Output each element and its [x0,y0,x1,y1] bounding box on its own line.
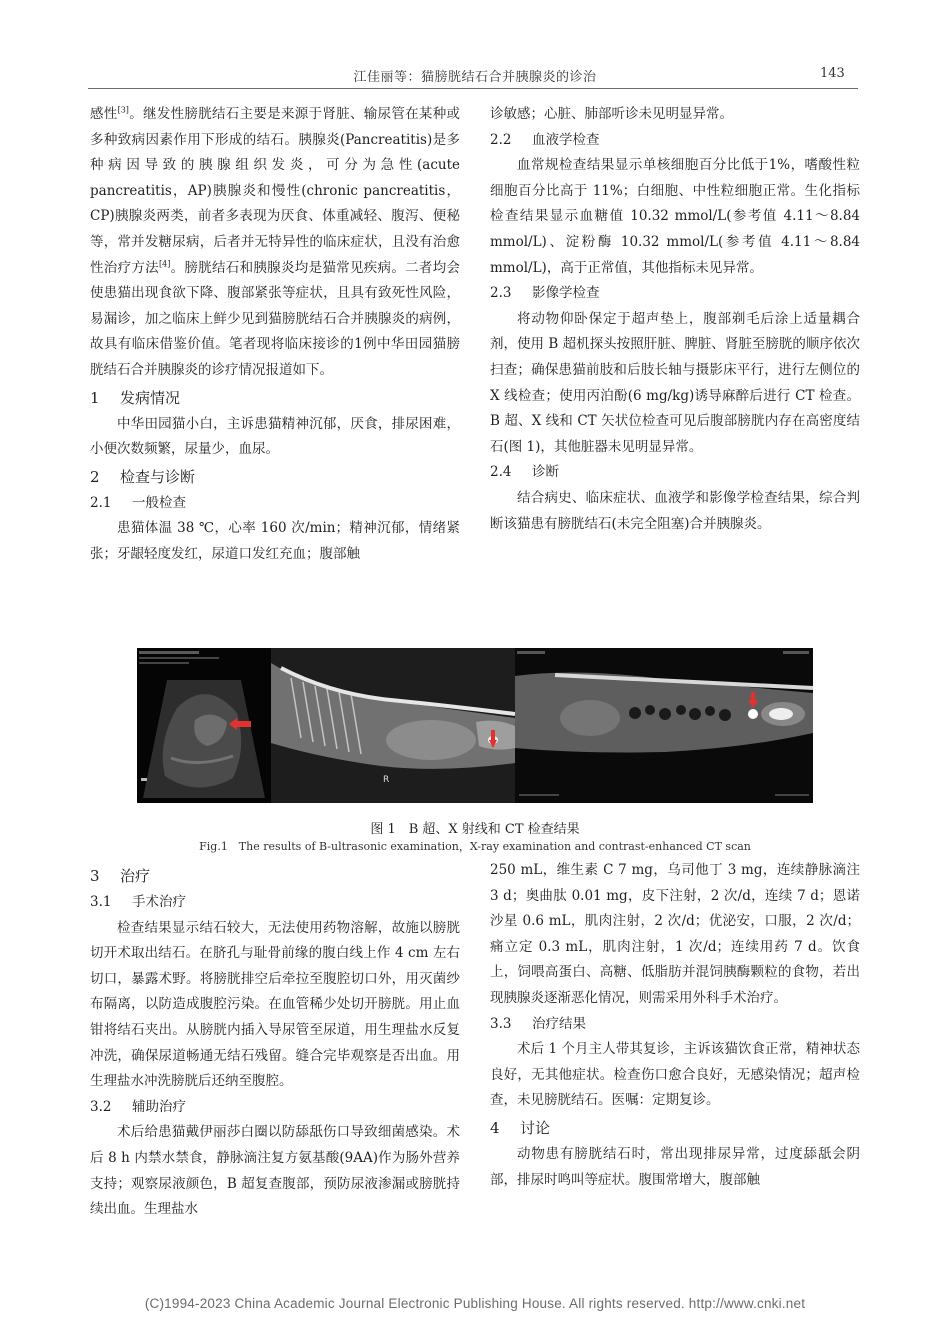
section-heading-1 [90,385,460,411]
intro-text-c: 。膀胱结石和胰腺炎均是猫常见疾病。二者均会使患猫出现食欲下降、腹部紧张等症状，且具有致死性风险，易漏诊，加之临床上鲜少见到猫膀胱结石合并胰腺炎的病例，故具有临床借鉴价值。笔者现将临床接诊的1例中华田园猫膀胱结石合并胰腺炎的诊疗情况报道如下。 [90,259,461,378]
section-number: 3 [90,867,100,885]
section-heading-4 [490,1115,860,1141]
section-title: 发病情况 [120,388,181,407]
paragraph-diagnosis: 结合病史、临床症状、血液学和影像学检查结果，综合判断该猫患有膀胱结石(未完全阻塞)合并胰腺炎。 [490,489,860,532]
section-title: 讨论 [520,1118,551,1137]
paragraph-discussion: 动物患有膀胱结石时，常出现排尿异常，过度舔舐会阴部，排尿时鸣叫等症状。腹围常增大，腹部触 [490,1145,860,1188]
paragraph-hematology: 血常规检查结果显示单核细胞百分比低于1%，嗜酸性粒细胞百分比高于 11%；白细胞、中性粒细胞正常。生化指标检查结果显示血糖值 10.32 mmol/L(参考值 4.11～8.84 mmol/L)、淀粉酶 10.32 mmol/L(参考值 4.11～8.84 mmol/L)，高于正常值，其他指标未见异常。 [490,157,860,276]
left-column-top [90,102,460,568]
ct-image [515,648,813,803]
section-heading-3 [90,863,460,889]
subsection-title: 诊断 [532,464,559,481]
subsection-heading-3-2 [90,1095,460,1121]
subsection-heading-2-2 [490,128,860,154]
xray-drawing [271,648,515,803]
ultrasound-image [137,648,271,803]
subsection-heading-3-3 [490,1012,860,1038]
left-column-bottom [90,862,460,1223]
xray-marker: R [383,775,390,785]
citation-ref: [4] [158,259,171,269]
paragraph-adjuvant: 术后给患猫戴伊丽莎白圈以防舔舐伤口导致细菌感染。术后 8 h 内禁水禁食，静脉滴注复方氨基酸(9AA)作为肠外营养支持；观察尿液颜色，B 超复查腹部，预防尿液渗漏或膀胱持续出血。生理盐水 [90,1124,460,1218]
paragraph-result: 术后 1 个月主人带其复诊，主诉该猫饮食正常，精神状态良好，无其他症状。检查伤口愈合良好，无感染情况；超声检查，未见膀胱结石。医嘱：定期复诊。 [490,1041,860,1109]
figure-caption-en: Fig.1 The results of B-ultrasonic examination，X-ray examination and contrast-enhanced CT scan [199,840,751,853]
section-number: 4 [490,1118,500,1137]
paragraph-medication: 250 mL，维生素 C 7 mg，乌司他丁 3 mg，连续静脉滴注 3 d；奥曲肽 0.01 mg，皮下注射，2 次/d，连续 7 d；恩诺沙星 0.6 mL，肌肉注射，2 次/d；优泌安，口服，2 次/d；痛立定 0.3 mL，肌肉注射，1 次/d；连续用药 7 d。饮食上，饲喂高蛋白、高糖、低脂肪并混饲胰酶颗粒的食物，若出现胰腺炎逐渐恶化情况，则需采用外科手术治疗。 [490,862,860,1006]
right-column-bottom [490,858,860,1193]
intro-paragraph [90,102,460,384]
paragraph-general-exam: 患猫体温 38 ℃，心率 160 次/min；精神沉郁，情绪紧张；牙龈轻度发红，尿道口发红充血；腹部触 [90,520,460,562]
figure-caption-cn: 图 1 B 超、X 射线和 CT 检查结果 [370,822,580,837]
section-number: 1 [90,388,100,407]
subsection-heading-3-1 [90,890,460,916]
paragraph-onset: 中华田园猫小白，主诉患猫精神沉郁，厌食，排尿困难，小便次数频繁，尿量少，血尿。 [90,415,460,458]
header-rule [88,88,858,89]
subsection-title: 辅助治疗 [132,1098,186,1115]
subsection-number: 3.2 [90,1098,112,1115]
subsection-title: 治疗结果 [532,1015,586,1032]
figure-1 [137,648,813,803]
subsection-number: 2.4 [490,464,512,481]
page-number: 143 [820,66,845,81]
subsection-title: 一般检查 [132,494,186,511]
ultrasound-drawing [137,648,271,803]
subsection-number: 2.2 [490,131,512,148]
subsection-number: 2.3 [490,285,512,302]
subsection-number: 3.3 [490,1015,512,1032]
paragraph-continued: 诊敏感；心脏、肺部听诊未见明显异常。 [490,106,733,122]
section-title: 检查与诊断 [120,467,196,486]
subsection-heading-2-3 [490,281,860,307]
subsection-number: 3.1 [90,894,112,910]
subsection-title: 影像学检查 [532,285,600,302]
xray-image [271,648,515,803]
citation-ref: [3] [117,105,129,115]
paragraph-imaging: 将动物仰卧保定于超声垫上，腹部剃毛后涂上适量耦合剂，使用 B 超机探头按照肝脏、脾脏、肾脏至膀胱的顺序依次扫查；确保患猫前肢和后肢长轴与摄影床平行，进行左侧位的 X 线检查；使用丙泊酚(6 mg/kg)诱导麻醉后进行 CT 检查。B 超、X 线和 CT 矢状位检查可见后腹部膀胱内存在高密度结石(图 1)，其他脏器未见明显异常。 [490,310,860,455]
section-title: 治疗 [120,867,151,885]
subsection-heading-2-4 [490,460,860,486]
paragraph-surgery: 检查结果显示结石较大，无法使用药物溶解，故施以膀胱切开术取出结石。在脐孔与耻骨前缘的腹白线上作 4 cm 左右切口，暴露术野。将膀胱排空后牵拉至腹腔切口外，用灭菌纱布隔离，以防造成腹腔污染。在血管稀少处切开膀胱。用止血钳将结石夹出。从膀胱内插入导尿管至尿道，用生理盐水反复冲洗，确保尿道畅通无结石残留。缝合完毕观察是否出血。用生理盐水冲洗膀胱后还纳至腹腔。 [90,919,460,1090]
intro-text-a: 感性 [90,106,118,122]
subsection-title: 血液学检查 [532,131,600,148]
running-title: 江佳丽等：猫膀胱结石合并胰腺炎的诊治 [353,70,597,85]
subsection-title: 手术治疗 [132,894,186,910]
right-column-top [490,102,860,537]
ct-drawing [515,648,813,803]
subsection-number: 2.1 [90,494,112,511]
subsection-heading-2-1 [90,491,460,517]
section-heading-2 [90,464,460,490]
section-number: 2 [90,467,100,486]
intro-text-b: 。继发性膀胱结石主要是来源于肾脏、输尿管在某种或多种致病因素作用下形成的结石。胰腺炎(Pancreatitis)是多种病因导致的胰腺组织发炎，可分为急性(acute pancreatitis，AP)胰腺炎和慢性(chronic pancreatitis，CP)胰腺炎两类，前者多表现为厌食、体重减轻、腹泻、便秘等，常并发糖尿病，后者并无特异性的临床症状，且没有治愈性治疗方法 [90,106,461,276]
copyright-footer: (C)1994-2023 China Academic Journal Electronic Publishing House. All rights reserved. http://www.cnki.net [144,1296,806,1311]
